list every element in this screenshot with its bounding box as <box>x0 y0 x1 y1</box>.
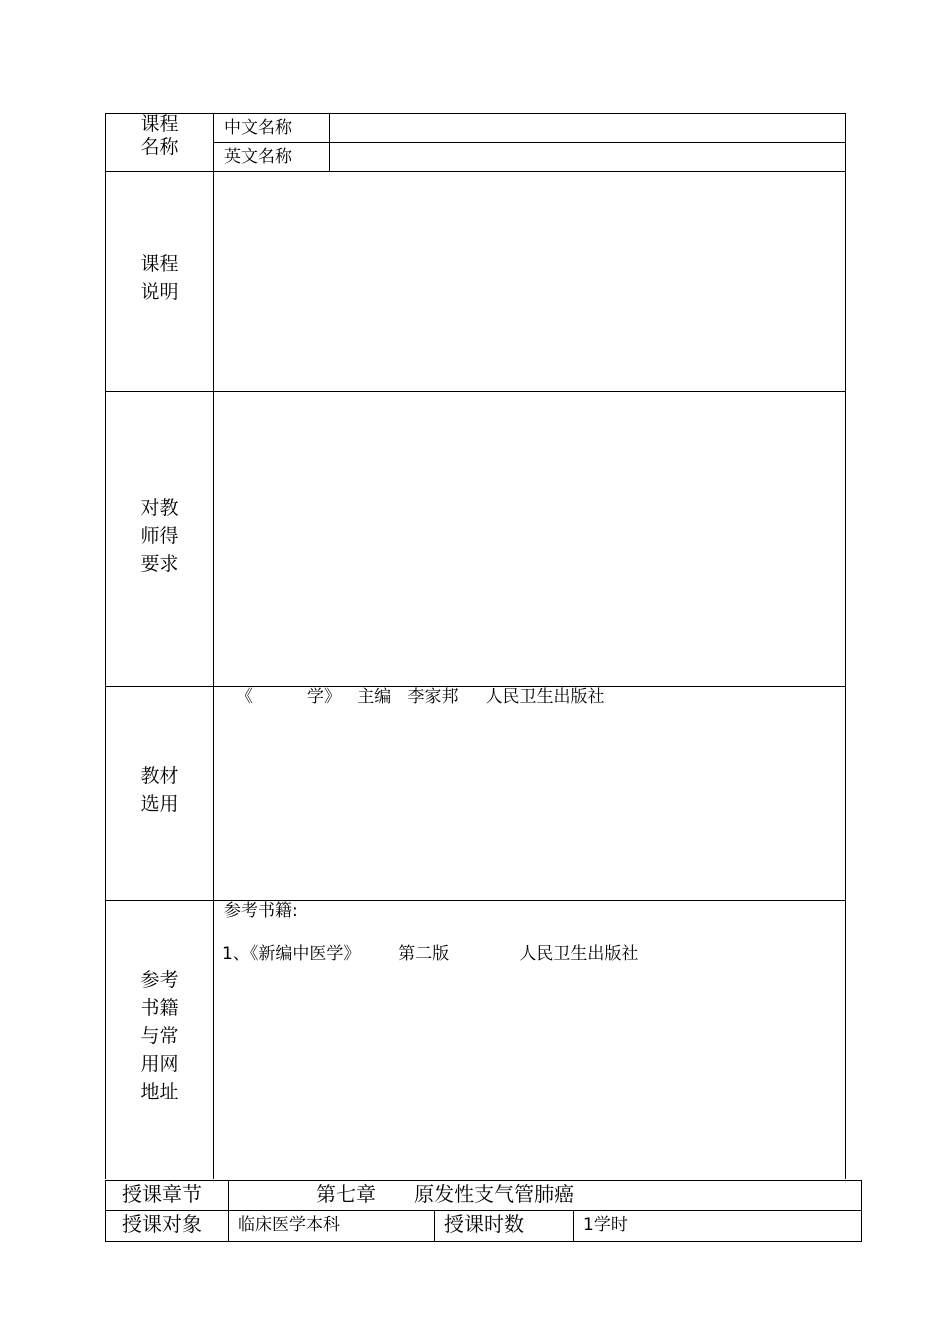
lesson-border-left <box>105 1180 106 1241</box>
course-name-label: 课程 名称 <box>140 113 179 158</box>
hours-label: 授课时数 <box>444 1212 524 1236</box>
textbook-label: 教材 选用 <box>140 765 179 815</box>
lesson-border-bottom <box>105 1241 862 1242</box>
chinese-name-field[interactable] <box>330 114 845 142</box>
row-divider-4 <box>105 900 846 901</box>
table-border-right <box>845 113 846 1179</box>
chapter-value: 第七章 原发性支气管肺癌 <box>316 1182 575 1206</box>
teacher-req-label: 对教 师得 要求 <box>140 497 179 575</box>
course-desc-field[interactable] <box>214 172 845 391</box>
english-name-label: 英文名称 <box>224 147 292 167</box>
reference-item-1: 1、《新编中医学》 第二版 人民卫生出版社 <box>222 944 639 964</box>
hours-value: 1学时 <box>583 1215 628 1235</box>
lesson-col-divider-1 <box>228 1180 229 1241</box>
lesson-col-divider-2 <box>434 1210 435 1241</box>
chapter-label: 授课章节 <box>122 1182 202 1206</box>
audience-value: 临床医学本科 <box>238 1215 340 1235</box>
reference-label: 参考 书籍 与常 用网 地址 <box>140 969 179 1103</box>
teacher-req-field[interactable] <box>214 392 845 686</box>
lesson-col-divider-3 <box>573 1210 574 1241</box>
audience-label: 授课对象 <box>122 1212 202 1236</box>
course-desc-label: 课程 说明 <box>140 253 179 303</box>
english-name-field[interactable] <box>330 143 845 171</box>
reference-title: 参考书籍: <box>224 901 298 921</box>
lesson-border-right <box>861 1180 862 1241</box>
chinese-name-label: 中文名称 <box>224 118 292 138</box>
textbook-text: 《 学》 主编 李家邦 人民卫生出版社 <box>236 687 605 707</box>
